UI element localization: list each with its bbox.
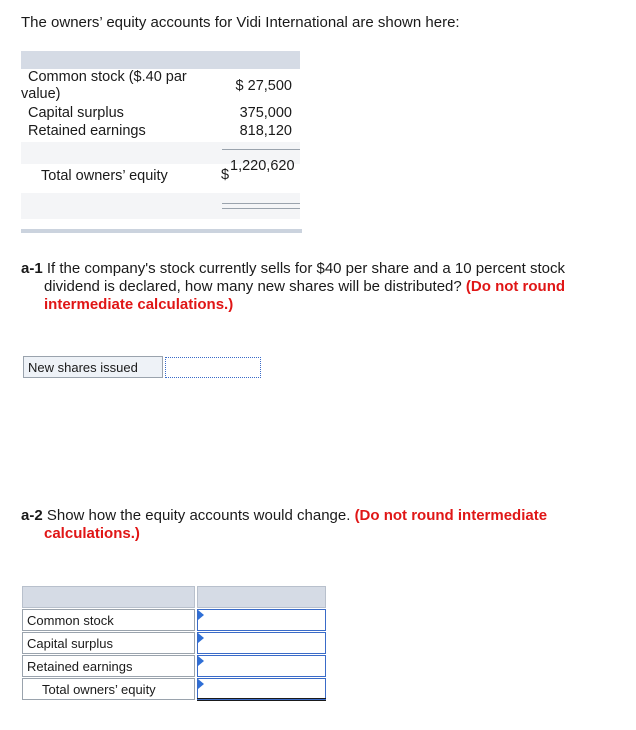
row-retained-earnings-input[interactable] [197,655,326,677]
question-a2-instruction: (Do not round intermediate [354,507,548,524]
question-a1-text2: dividend is declared, how many new shares will be distributed? [44,278,462,295]
row-capital-surplus-input[interactable] [197,632,326,654]
subtotal-rule [222,149,300,150]
total-double-rule-top [222,203,300,204]
equity-change-table-header-left [22,586,195,608]
row-total-equity-input[interactable] [197,678,326,700]
row-retained-earnings-label: Retained earnings [22,655,195,677]
new-shares-issued-label: New shares issued [23,356,163,378]
capital-surplus-value: 375,000 [239,105,292,121]
equity-change-table-header-right [197,586,326,608]
input-marker-icon [198,633,204,643]
total-equity-dollar: $ [221,167,230,183]
retained-earnings-label: Retained earnings [28,123,146,139]
equity-table-header [21,51,300,69]
common-stock-value: $ 27,500 [235,78,292,94]
total-equity-value: 1,220,620 [230,158,295,174]
question-a1 [21,260,621,314]
row-common-stock-label: Common stock [22,609,195,631]
question-a1-text: If the company's stock currently sells for $40 per share and a 10 percent stock [46,260,565,277]
row-total-equity-label: Total owners’ equity [22,678,195,700]
capital-surplus-label: Capital surplus [28,105,124,121]
equity-table-band-bottom [21,193,300,219]
new-shares-issued-input[interactable] [165,357,261,378]
question-a1-number: a-1 [21,260,43,277]
row-capital-surplus-label: Capital surplus [22,632,195,654]
intro-text: The owners’ equity accounts for Vidi International are shown here: [21,14,460,31]
common-stock-label-line2: value) [21,86,61,102]
input-marker-icon [198,610,204,620]
question-a2-number: a-2 [21,507,43,524]
total-double-rule-bottom [222,208,300,209]
total-equity-label: Total owners’ equity [41,168,168,184]
input-marker-icon [198,656,204,666]
row-common-stock-input[interactable] [197,609,326,631]
total-double-underline [197,698,326,701]
question-a2 [21,507,621,543]
question-a1-instruction2: intermediate calculations.) [44,296,234,313]
question-a2-instruction2: calculations.) [44,525,140,542]
retained-earnings-value: 818,120 [239,123,292,139]
equity-table-footer [21,229,302,233]
common-stock-label-line1: Common stock ($.40 par [28,69,187,85]
question-a2-text: Show how the equity accounts would change. [46,507,351,524]
input-marker-icon [198,679,204,689]
question-a1-instruction: (Do not round [465,278,566,295]
